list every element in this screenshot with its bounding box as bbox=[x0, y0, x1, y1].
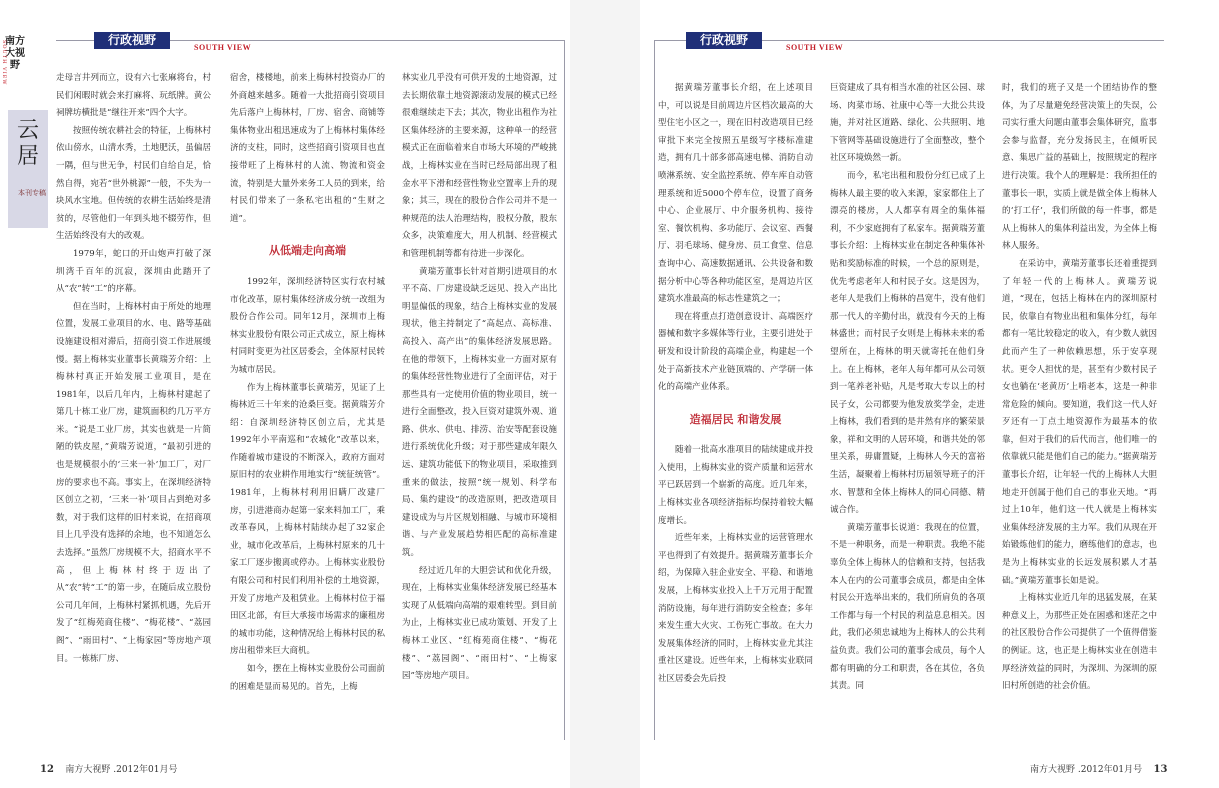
paragraph: 巨资建成了具有相当水准的社区公园、球场、肉菜市场、社康中心等一大批公共设施，并对社区道路、绿化、公共照明、地下管网等基础设施进行了全面整改，整个社区环境焕然一新。 bbox=[830, 83, 985, 164]
paragraph: 近些年来，上梅林实业的运营管理水平也得到了有效提升。据黄瑞芳董事长介绍，为保障入驻企业安全、平稳、和谐地发展，上梅林实业投入上千万元用于配置消防设施，每年进行消防安全检查；多年来发生重大火灾、工伤死亡事故。在大力发展集体经济的同时，上梅林实业尤其注重社区建设。近些年来，上梅林实业联同社区居委会先后投 bbox=[658, 533, 813, 684]
footer-issue: 南方大视野 .2012年01月号 bbox=[1030, 765, 1143, 775]
article-column-1 bbox=[658, 80, 813, 689]
article-column-1 bbox=[56, 70, 211, 668]
paragraph: 在采访中，黄瑞芳董事长还着重提到了年轻一代的上梅林人。黄瑞芳说道，“现在，包括上梅林在内的深圳原村民，依靠自有物业出租和集体分红，每年都有一笔比较稳定的收入，有少数人就因此而产生了一种依赖思想，乐于安享现状。更令人担忧的是，甚至有少数村民子女也躺在‘老黄历’上啃老本，这是一种非常危险的倾向。要知道，我们这一代人好歹还有一丁点土地资源作为最基本的依靠，但对于我们的后代而言，他们唯一的依靠就只能是他们自己的能力。”据黄瑞芳董事长介绍，让年轻一代的上梅林人大胆地走开创属于他们自己的事业天地。“再过上10年，他们这一代人就是上梅林实业集体经济发展的主力军。我们从现在开始锻炼他们的能力，磨练他们的意志，也是为上梅林实业的长远发展积累人才基础。”黄瑞芳董事长如是说。 bbox=[1002, 258, 1157, 586]
paragraph: 黄瑞芳董事长针对首期引进项目的水平不高、厂房建设缺乏远见、投入产出比明显偏低的现象，结合上梅林实业的发展现状，他主持制定了“高起点、高标准、高投入、高产出”的集体经济发展思路。在他的带领下，上梅林实业一方面对原有的集体经营性物业进行了全面评估，对于那些具有一定使用价值的物业项目，统一进行全面整改，投入巨资对建筑外观、道路、供水、供电、排涝、治安等配套设施进行系统优化升级；对于那些建成年限久远、建筑功能低下的物业项目，采取推到重来的做法，按照“统一规划、科学布局、集约建设”的改造原则，把改造项目建设成为与片区规划相融、与城市环境相谐、与产业发展趋势相匹配的高标准建筑。 bbox=[402, 266, 557, 559]
paragraph: 如今，摆在上梅林实业股份公司面前的困难是显而易见的。首先，上梅 bbox=[230, 664, 385, 692]
paragraph: 走母言井列而立，设有六七张麻将台，村民们闲暇时就会来打麻将、玩纸牌。黄公祠牌坊横批是“继往开来”四个大字。 bbox=[56, 73, 211, 119]
article-column-3 bbox=[1002, 80, 1157, 696]
article-column-2 bbox=[830, 80, 985, 696]
paragraph: 1992年，深圳经济特区实行农村城市化改革，原村集体经济成分统一改组为股份合作公司。同年12月，深圳市上梅林实业股份有限公司正式成立，原上梅林村同时变更为社区居委会，全体原村民转为城市居民。 bbox=[230, 276, 385, 375]
sub-heading: 从低端走向高端 bbox=[269, 244, 346, 258]
magazine-side-title: 南方大视野 bbox=[5, 36, 25, 71]
paragraph: 现在将重点打造创意设计、高端医疗器械和数字多媒体等行业，主要引进处于研发和设计阶段的高端企业，构建起一个处于高新技术产业链顶端的、产学研一体化的高端产业体系。 bbox=[658, 311, 813, 393]
section-title: 行政视野 bbox=[94, 32, 170, 49]
paragraph: 作为上梅林董事长黄瑞芳，见证了上梅林近三十年来的沧桑巨变。据黄瑞芳介绍：自深圳经济特区创立后，尤其是1992年小平南巡和“农城化”改革以来，作随着城市建设的不断深入，政府方面对原旧村的农业耕作用地实行“统征统管”。1981年，上梅林村利用旧瞒厂改建厂房，引进港商办起第一家来料加工厂，乘改革春风，上梅林村陆续办起了32家企业，城市化改革后，上梅林村原来的几十家工厂逐步搬离或停办。上梅林实业股份有限公司和村民们利用补偿的土地资源，开发了房地产及租赁业。上梅林村位于福田区北部，有巨大承接市场需求的廉租房的城市功能，这种情况给上梅林村民的私房出租带来巨大商机。 bbox=[230, 382, 385, 657]
page-number: 12 bbox=[40, 764, 54, 775]
section-sub: SOUTH VIEW bbox=[194, 43, 252, 52]
page-edge-rule bbox=[654, 40, 655, 740]
paragraph: 经过近几年的大胆尝试和优化升级，现在，上梅林实业集体经济发展已经基本实现了从低端向高端的艰难转型。到目前为止，上梅林实业已成功策划、开发了上梅林工业区、“红梅苑商住楼”、“梅花楼”、“荔园阁”、“雨田村”、“上梅家园”等房地产项目。 bbox=[402, 565, 557, 682]
paragraph: 时，我们的班子又是一个团结协作的整体，为了尽量避免经营决策上的失误，公司实行重大问题由董事会集体研究，监事会参与监督，充分发扬民主，在倾听民意、集思广益的基础上，按照规定的程序进行决策。我个人的理解是：我所担任的董事长一职，实质上就是做全体上梅林人的‘打工仔’，我们所做的每一件事，都是从上梅林人的集体利益出发，为全体上梅林人服务。 bbox=[1002, 83, 1157, 252]
article-column-2 bbox=[230, 70, 385, 696]
paragraph: 而今，私宅出租和股份分红已成了上梅林人最主要的收入来源，家家都住上了漂亮的楼房，人人都享有周全的集体福利，不少家庭拥有了私家车。据黄瑞芳董事长介绍：上梅林实业在制定各种集体补贴和奖励标准的时候，一个总的原则是，优先考虑老年人和村民子女。这是因为，老年人是我们上梅林的昌宽牛，没有他们那一代人的辛勤付出，就没有今天的上梅林盛世；而村民子女则是上梅林未来的希望所在，上梅林的明天就寄托在他们身上。在上梅林，老年人每年都可从公司领到一笔养老补贴，凡是考取大专以上的村民子女，公司都要为他发放奖学金，走进上梅林，我们看到的是井然有序的繁荣景象，祥和文明的人居环境，和谐共处的邻里关系，毋庸置疑，上梅林人今天的富裕生活，凝聚着上梅林村历届领导班子的汗水、智慧和全体上梅林人的同心同德、精诚合作。 bbox=[830, 170, 985, 516]
paragraph: 但在当时，上梅林村由于所处的地理位置，发展工业项目的水、电、路等基础设施建设相对滞后，招商引资工作进展缓慢。据上梅林实业董事长黄瑞芳介绍：上梅林村真正开始发展工业项目，是在1981年，以后几年内，上梅林村建起了第几十栋工业厂房，建筑面积约几万平方米。“说是工业厂房，其实也就是一片简陋的铁皮屋，”黄瑞芳说道，“最初引进的也是规模很小的‘三来一补’加工厂，对厂房的要求也不高。事实上，在深圳经济特区创立之初，‘三来一补’项目占到绝对多数，对于我们这样的旧村来说，在招商项目上几乎没有选择的余地，也不知道怎么去选择。”虽然厂房规模不大，招商水平不高，但上梅林村终于迈出了从“农”转“工”的第一步，在随后成立股份公司几年间，上梅林村紧抓机遇，先后开发了“红梅苑商住楼”、“梅花楼”、“荔园阁”、“雨田村”、“上梅家园”等房地产项目。一栋栋厂房、 bbox=[56, 301, 211, 664]
section-title: 行政视野 bbox=[686, 32, 762, 49]
spread-gutter bbox=[570, 0, 640, 788]
section-sub: SOUTH VIEW bbox=[786, 43, 844, 52]
sub-heading: 造福居民 和谐发展 bbox=[689, 412, 782, 426]
column-calligraphy: 云居 bbox=[16, 118, 39, 169]
left-page bbox=[0, 0, 570, 788]
footer bbox=[40, 762, 177, 775]
paragraph: 1979年，蛇口的开山炮声打破了深圳湾千百年的沉寂，深圳由此踏开了从“农”转“工”的序幕。 bbox=[56, 248, 211, 295]
paragraph: 按照传统农耕社会的特征，上梅林村依山傍水，山清水秀，土地肥沃，虽偏居一隅，但与世无争，村民们自给自足，恰然自得，宛若“世外桃源”一般，不失为一块风水宝地。但传统的农耕生活始终是清贫的，尽管他们一年到头地不辍劳作，但生活始终没有大的改观。 bbox=[56, 125, 211, 242]
article-column-3 bbox=[402, 70, 557, 686]
paragraph: 林实业几乎没有可供开发的土地资源，过去长期依靠土地资源滚动发展的模式已经很难继续走下去；其次，物业出租作为社区集体经济的主要来源，这种单一的经营模式正在面临着来自市场大环境的严峻挑战，上梅林实业在当时已经局部出现了租金水平下滑和经营性物业空置率上升的现象；其三，现在的股份合作公司并不是一种规范的法人治理结构，股权分散，股东众多，决策难度大，用人机制、经营模式和管理机制等都有待进一步深化。 bbox=[402, 73, 557, 259]
page-number: 13 bbox=[1153, 764, 1168, 775]
paragraph: 宿舍，楼楼地，前来上梅林村投资办厂的外商越来越多。随着一大批招商引资项目先后落户上梅林村，厂房、宿舍、商铺等集体物业出租迅速成为了上梅林村集体经济的支柱，同时，这些招商引资项目也直接带旺了上梅林村的人流、物流和资金流，特别是大量外来务工人员的到来，给村民们带来了一条私宅出租的“生财之道”。 bbox=[230, 73, 385, 224]
paragraph: 上梅林实业近几年的迅猛发展，在某种意义上，为那些正处在困惑和迷茫之中的社区股份合作公司提供了一个值得借鉴的例证。这，也正是上梅林实业在创造丰厚经济效益的同时，为深圳、为深圳的原旧村所创造的社会价值。 bbox=[1002, 593, 1157, 692]
magazine-side-en: SOUTH VIEW bbox=[1, 40, 7, 86]
page-edge-rule bbox=[564, 40, 565, 740]
right-page bbox=[640, 0, 1219, 788]
footer bbox=[1030, 762, 1167, 775]
paragraph: 据黄瑞芳董事长介绍，在上述项目中，可以说是目前周边片区档次最高的大型住宅小区之一，现在旧村改造项目已经审批下来完全按照五星级写字楼标准建造，拥有几十部多部高速电梯、消防自动喷淋系统、安全监控系统、停车库自动管理系统和近5000个停车位，设置了商务中心、企业展厅、中介服务机构、接待室、餐饮机构、多功能厅、会议室、西餐厅、羽毛球场、健身房、员工食堂、信息查询中心、高速数据通讯、公共设备和数据分析中心等各种功能区室，是周边片区建筑水准最高的标志性建筑之一； bbox=[658, 83, 813, 305]
paragraph: 随着一批高水准项目的陆续建成并投入使用，上梅林实业的资产质量和运营水平已跃居到一个崭新的高度。近几年来，上梅林实业各项经济指标均保持着较大幅度增长。 bbox=[658, 445, 813, 526]
paragraph: 黄瑞芳董事长说道：我现在的位置，不是一种职务，而是一种职责。我绝不能辜负全体上梅林人的信赖和支持，包括我本人在内的公司董事会成员，都是由全体村民公开选举出来的，我们所肩负的各项工作都与每一个村民的利益息息相关。因此，我们必须忠诚地为上梅林人的公共利益负责。我们公司的董事会成员，每个人都有明确的分工和职责，各在其位，各负其责。同 bbox=[830, 522, 985, 692]
column-small-label: 本刊专稿 bbox=[18, 189, 46, 197]
footer-issue: 南方大视野 .2012年01月号 bbox=[65, 765, 178, 775]
